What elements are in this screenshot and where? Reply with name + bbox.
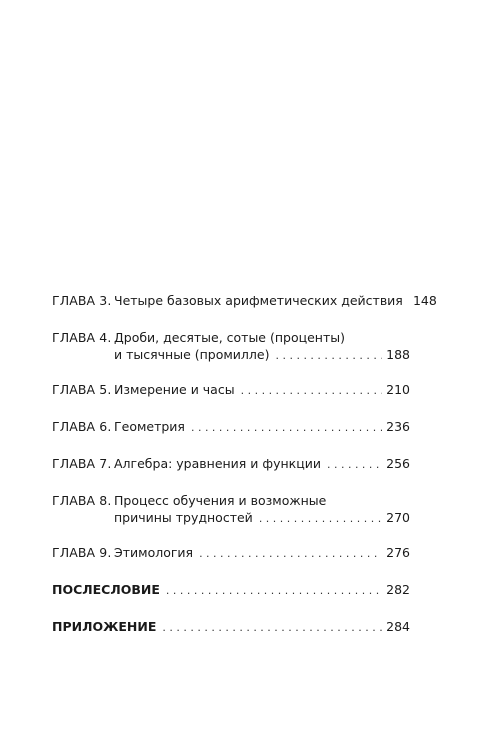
page-number: 270: [386, 510, 410, 525]
chapter-number: ГЛАВА 3.: [52, 293, 112, 308]
toc-line: [52, 492, 410, 509]
toc-entry-chapter-4[interactable]: [52, 329, 410, 364]
chapter-title: Процесс обучения и возможные: [114, 493, 327, 508]
toc-entry-chapter-6[interactable]: [52, 418, 410, 436]
chapter-title: Измерение и часы: [114, 382, 235, 397]
dot-leader: [327, 456, 382, 473]
dot-leader: [275, 347, 382, 364]
page-number: 276: [386, 545, 410, 560]
chapter-title: Четыре базовых арифметических действия: [114, 293, 403, 308]
toc-entry-chapter-9[interactable]: [52, 544, 410, 562]
toc-line-continued: [52, 509, 410, 527]
toc-line: [52, 329, 410, 346]
toc-entry-afterword[interactable]: [52, 581, 410, 599]
toc-entry-chapter-3[interactable]: [52, 292, 437, 310]
chapter-title: Этимология: [114, 545, 194, 560]
toc-line: [52, 544, 410, 562]
chapter-title: Дроби, десятые, сотые (проценты): [114, 330, 346, 345]
dot-leader: [199, 545, 382, 562]
chapter-number: ГЛАВА 7.: [52, 456, 112, 471]
chapter-number: ГЛАВА 4.: [52, 330, 112, 345]
page-number: 256: [386, 456, 410, 471]
chapter-title: Алгебра: уравнения и функции: [114, 456, 321, 471]
page-number: 236: [386, 419, 410, 434]
chapter-title-continued: причины трудностей: [114, 510, 253, 525]
dot-leader: [166, 582, 382, 599]
dot-leader: [241, 382, 382, 399]
chapter-number: ГЛАВА 6.: [52, 419, 112, 434]
chapter-number: ГЛАВА 9.: [52, 545, 112, 560]
toc-line: [52, 418, 410, 436]
dot-leader: [191, 419, 382, 436]
chapter-title-continued: и тысячные (промилле): [114, 347, 270, 362]
page-number: 188: [386, 347, 410, 362]
dot-leader: [259, 510, 382, 527]
chapter-title: Геометрия: [114, 419, 185, 434]
section-title: ПРИЛОЖЕНИЕ: [52, 619, 157, 634]
chapter-number: ГЛАВА 8.: [52, 493, 112, 508]
toc-line-continued: [52, 346, 410, 364]
toc-line: [52, 581, 410, 599]
page-number: 284: [386, 619, 410, 634]
toc-line: [52, 455, 410, 473]
toc-entry-appendix[interactable]: [52, 618, 410, 636]
toc-entry-chapter-8[interactable]: [52, 492, 410, 527]
table-of-contents: [52, 292, 437, 655]
toc-line: [52, 381, 410, 399]
toc-entry-chapter-5[interactable]: [52, 381, 410, 399]
dot-leader: [162, 619, 382, 636]
page-number: 148: [412, 293, 437, 308]
toc-line: [52, 618, 410, 636]
toc-line: [52, 292, 437, 310]
page-number: 282: [386, 582, 410, 597]
page-number: 210: [386, 382, 410, 397]
toc-entry-chapter-7[interactable]: [52, 455, 410, 473]
section-title: ПОСЛЕСЛОВИЕ: [52, 582, 160, 597]
chapter-number: ГЛАВА 5.: [52, 382, 112, 397]
